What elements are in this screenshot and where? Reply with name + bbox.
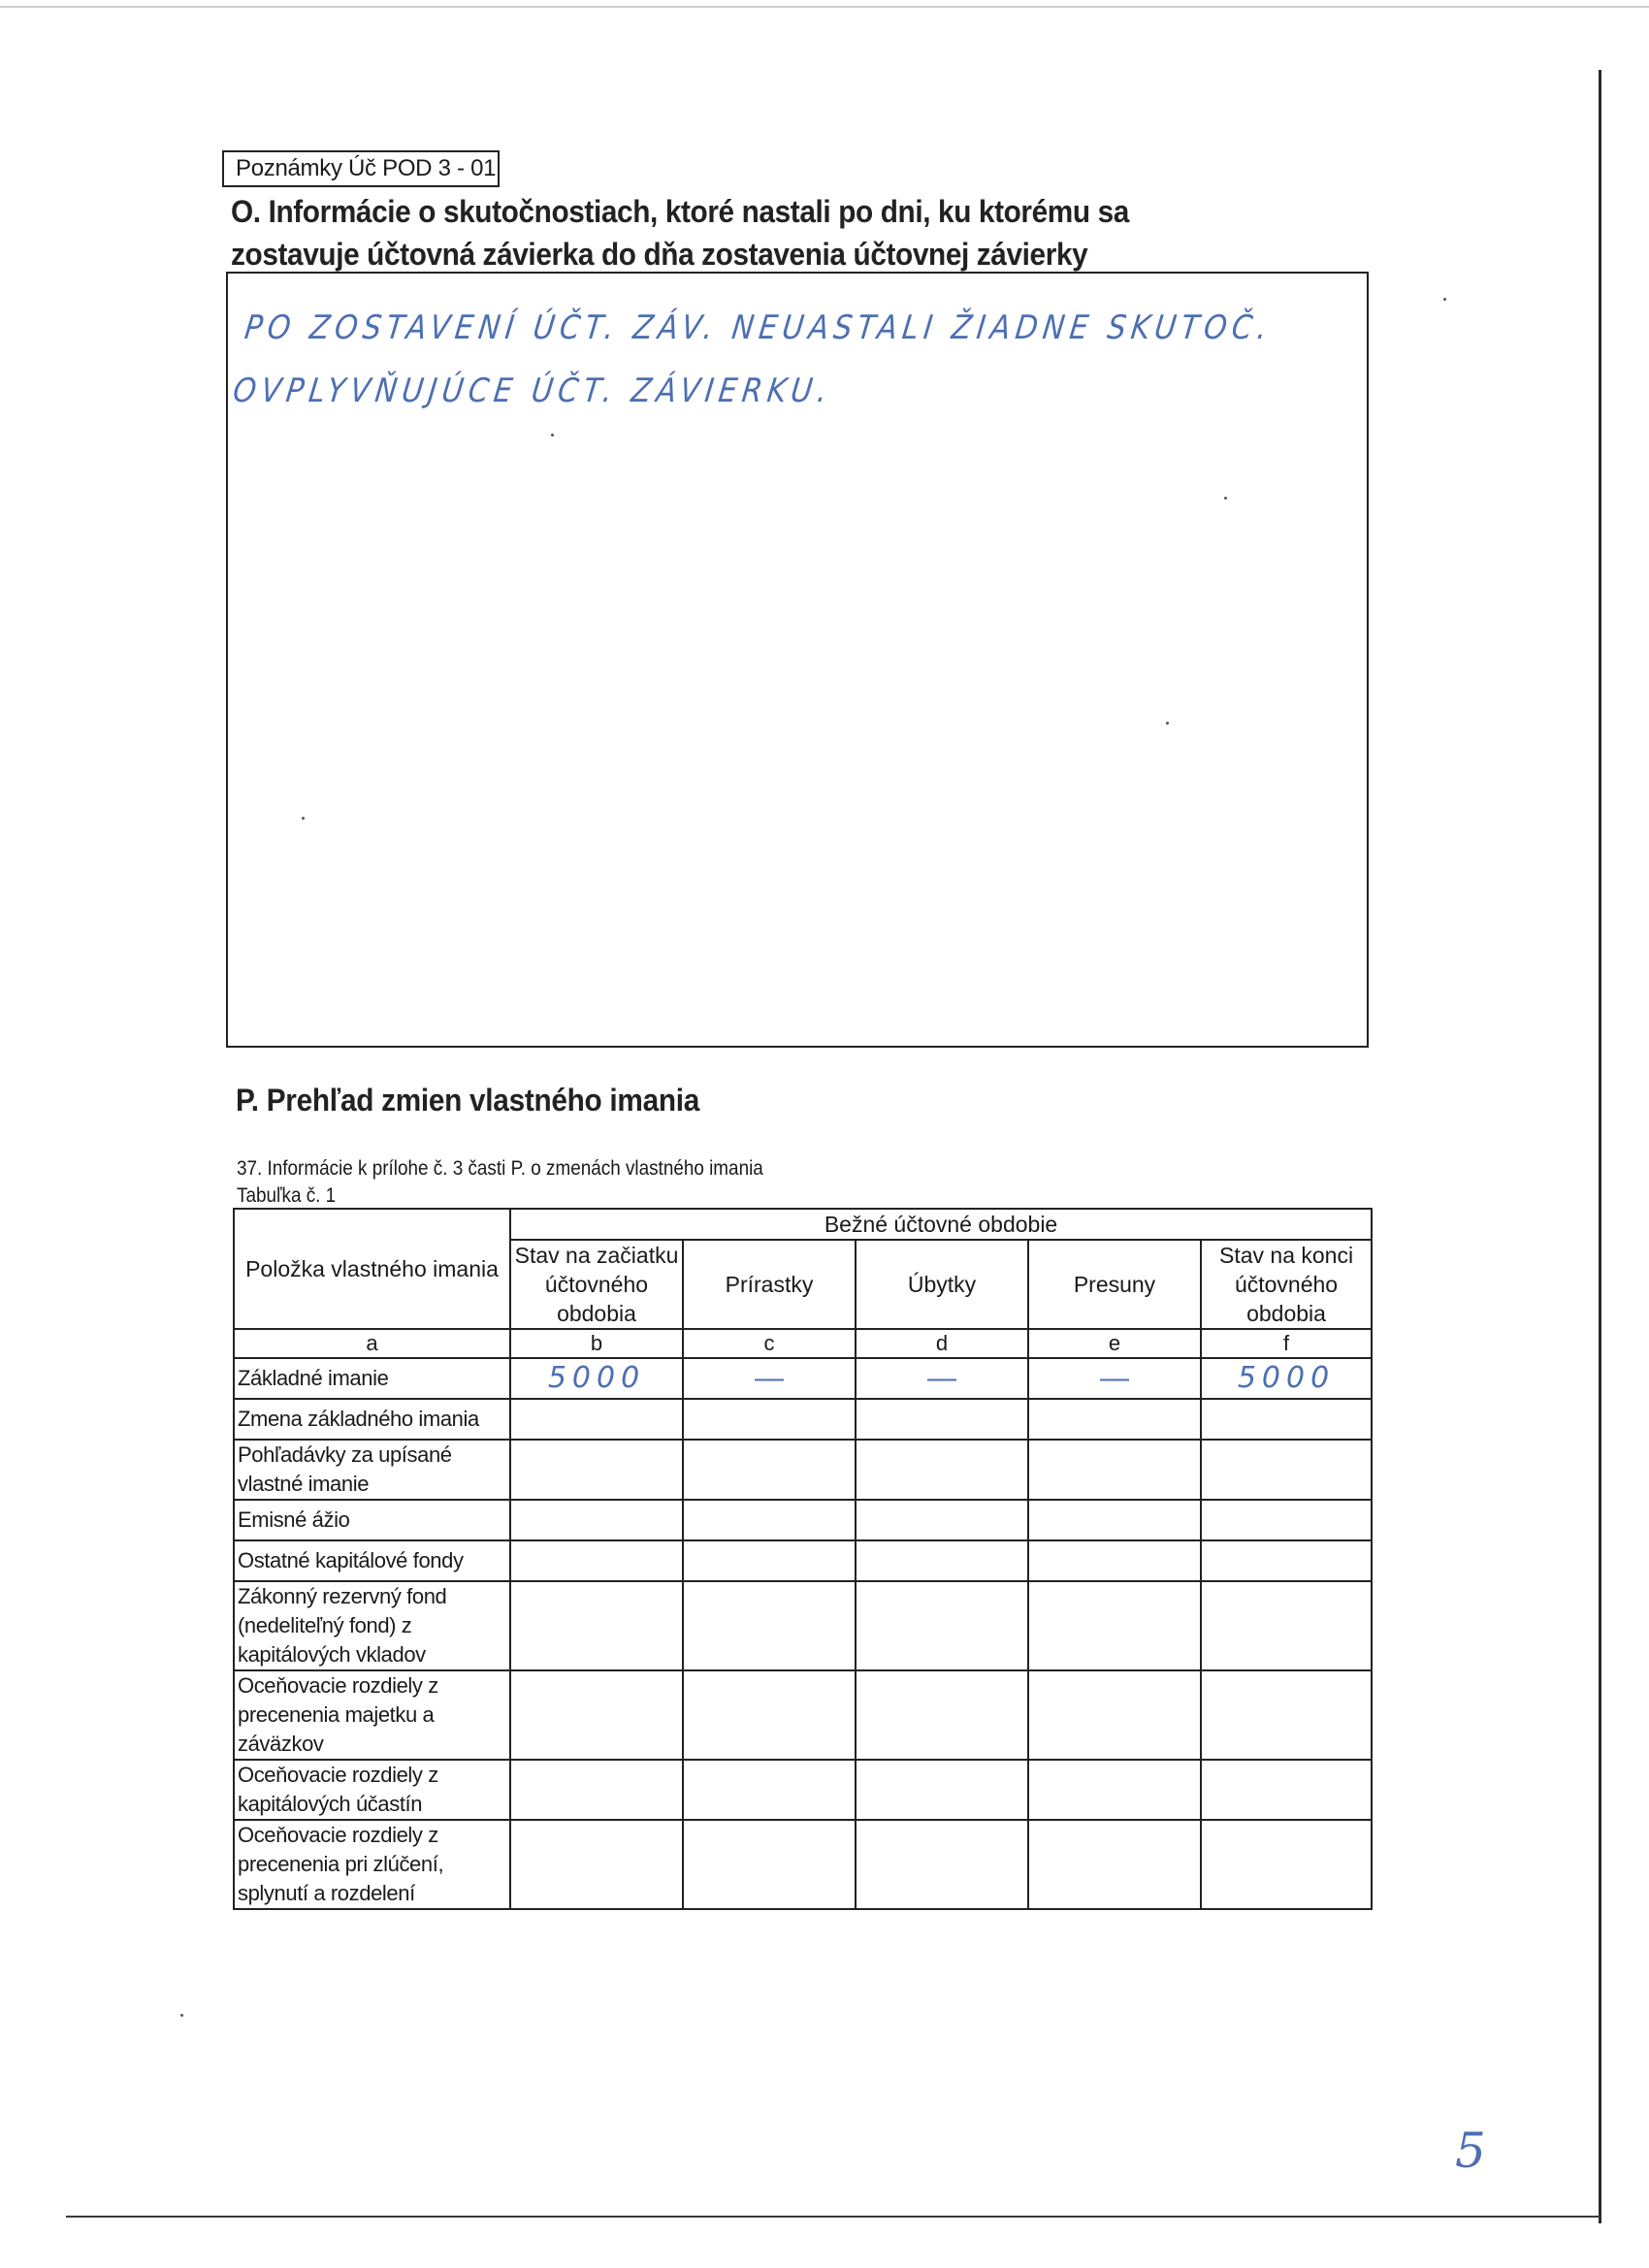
cell-transfers-value <box>1028 1820 1201 1909</box>
cell-transfers-value: — <box>1028 1358 1201 1399</box>
table-row <box>234 1540 1372 1581</box>
cell-increase-value <box>683 1820 856 1909</box>
cell-end-value: 5000 <box>1201 1358 1372 1399</box>
section-p-title: P. Prehľad zmien vlastného imania <box>236 1083 700 1118</box>
handwritten-note-line-2: OVPLYVŇUJÚCE ÚČT. ZÁVIERKU. <box>231 372 834 410</box>
column-letter: c <box>683 1329 856 1358</box>
cell-decrease-value <box>856 1760 1028 1820</box>
row-label: Emisné ážio <box>234 1500 510 1540</box>
scan-top-edge <box>0 6 1649 8</box>
cell-increase-value <box>683 1440 856 1500</box>
scan-speck <box>302 817 305 820</box>
table-row <box>234 1820 1372 1909</box>
page-number: 5 <box>1455 2122 1486 2179</box>
section-p-note: 37. Informácie k prílohe č. 3 časti P. o zmenách vlastného imania <box>237 1157 763 1180</box>
table-row <box>234 1760 1372 1820</box>
equity-changes-table <box>233 1208 1373 1910</box>
cell-decrease-value <box>856 1500 1028 1540</box>
header-increase: Prírastky <box>683 1240 856 1329</box>
scan-speck <box>1224 497 1227 500</box>
cell-end-value <box>1201 1399 1372 1440</box>
table-row <box>234 1500 1372 1540</box>
cell-increase-value <box>683 1500 856 1540</box>
column-letter: e <box>1028 1329 1201 1358</box>
header-current-period: Bežné účtovné obdobie <box>510 1209 1372 1240</box>
cell-start-value <box>510 1399 683 1440</box>
cell-end-value <box>1201 1670 1372 1760</box>
cell-transfers-value <box>1028 1500 1201 1540</box>
cell-decrease-value: — <box>856 1358 1028 1399</box>
scan-speck <box>1166 722 1169 725</box>
form-id-label: Poznámky Úč POD 3 - 01 <box>222 150 500 187</box>
cell-start-value <box>510 1440 683 1500</box>
row-label: Ostatné kapitálové fondy <box>234 1540 510 1581</box>
row-label: Zmena základného imania <box>234 1399 510 1440</box>
cell-decrease-value <box>856 1670 1028 1760</box>
row-label: Pohľadávky za upísané vlastné imanie <box>234 1440 510 1500</box>
table-row <box>234 1399 1372 1440</box>
cell-transfers-value <box>1028 1399 1201 1440</box>
header-transfers: Presuny <box>1028 1240 1201 1329</box>
cell-increase-value <box>683 1540 856 1581</box>
table-row <box>234 1581 1372 1670</box>
cell-transfers-value <box>1028 1581 1201 1670</box>
row-label: Základné imanie <box>234 1358 510 1399</box>
cell-end-value <box>1201 1440 1372 1500</box>
cell-start-value: 5000 <box>510 1358 683 1399</box>
cell-start-value <box>510 1820 683 1909</box>
section-o-title: O. Informácie o skutočnostiach, ktoré nastali po dni, ku ktorému sa zostavuje účtovná závierka do dňa zostavenia účtovnej závierky <box>231 194 1129 272</box>
cell-start-value <box>510 1540 683 1581</box>
table-caption: Tabuľka č. 1 <box>237 1184 337 1207</box>
cell-start-value <box>510 1500 683 1540</box>
cell-increase-value: — <box>683 1358 856 1399</box>
table-row <box>234 1440 1372 1500</box>
column-letter: b <box>510 1329 683 1358</box>
row-label: Oceňovacie rozdiely z precenenia majetku a záväzkov <box>234 1670 510 1760</box>
cell-end-value <box>1201 1500 1372 1540</box>
cell-transfers-value <box>1028 1540 1201 1581</box>
cell-start-value <box>510 1760 683 1820</box>
column-letter: a <box>234 1329 510 1358</box>
header-start-balance: Stav na začiatku účtovného obdobia <box>510 1240 683 1329</box>
column-letter: f <box>1201 1329 1372 1358</box>
cell-start-value <box>510 1670 683 1760</box>
cell-start-value <box>510 1581 683 1670</box>
scan-right-edge <box>1599 70 1601 2223</box>
cell-transfers-value <box>1028 1760 1201 1820</box>
scan-speck <box>1443 298 1446 301</box>
cell-decrease-value <box>856 1399 1028 1440</box>
cell-end-value <box>1201 1581 1372 1670</box>
cell-end-value <box>1201 1760 1372 1820</box>
scan-speck <box>180 2014 183 2017</box>
row-label: Oceňovacie rozdiely z kapitálových účastín <box>234 1760 510 1820</box>
cell-decrease-value <box>856 1820 1028 1909</box>
table-row <box>234 1670 1372 1760</box>
header-end-balance: Stav na konci účtovného obdobia <box>1201 1240 1372 1329</box>
cell-decrease-value <box>856 1540 1028 1581</box>
cell-end-value <box>1201 1540 1372 1581</box>
row-label: Oceňovacie rozdiely z precenenia pri zlúčení, splynutí a rozdelení <box>234 1820 510 1909</box>
cell-decrease-value <box>856 1440 1028 1500</box>
scan-speck <box>551 434 554 437</box>
table-row <box>234 1358 1372 1399</box>
cell-increase-value <box>683 1670 856 1760</box>
scan-bottom-edge <box>66 2216 1600 2218</box>
handwritten-note-line-1: PO ZOSTAVENÍ ÚČT. ZÁV. NEUASTALI ŽIADNE SKUTOČ. <box>242 308 1275 347</box>
cell-transfers-value <box>1028 1670 1201 1760</box>
row-label: Zákonný rezervný fond (nedeliteľný fond) z kapitálových vkladov <box>234 1581 510 1670</box>
cell-increase-value <box>683 1760 856 1820</box>
cell-end-value <box>1201 1820 1372 1909</box>
cell-increase-value <box>683 1581 856 1670</box>
header-item: Položka vlastného imania <box>234 1209 510 1329</box>
cell-increase-value <box>683 1399 856 1440</box>
column-letter: d <box>856 1329 1028 1358</box>
cell-decrease-value <box>856 1581 1028 1670</box>
header-decrease: Úbytky <box>856 1240 1028 1329</box>
cell-transfers-value <box>1028 1440 1201 1500</box>
